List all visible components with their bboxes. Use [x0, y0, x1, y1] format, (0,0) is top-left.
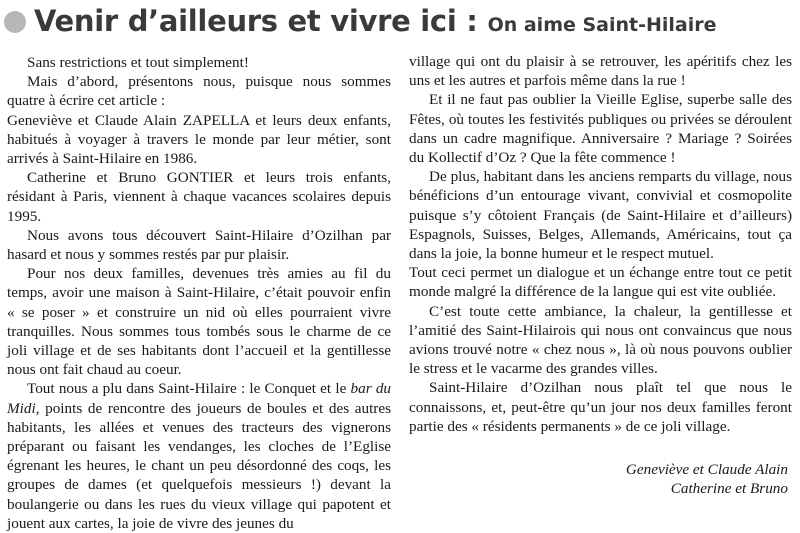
- bullet-circle-icon: [4, 11, 26, 33]
- paragraph: Catherine et Bruno GONTIER et leurs trois enfants, résidant à Paris, viennent à chaque vacances scolaires depuis 1995.: [7, 169, 391, 225]
- italic-place-name: bar du Midi: [7, 380, 392, 417]
- paragraph: De plus, habitant dans les anciens remparts du village, nous bénéficions d’un entourage vivant, convivial et cosmopolite puisque s’y côtoient Français (de Saint-Hilaire et d’ailleurs) Espagnols, Suisses, Belges, Allemands, Américains, tout ça dans la joie, la bonne humeur et le respect mutuel.: [409, 168, 792, 263]
- left-column: [7, 53, 391, 533]
- paragraph: Et il ne faut pas oublier la Vieille Eglise, superbe salle des Fêtes, où toutes les festivités publiques ou privées se déroulent dans un cadre magnifique. Anniversaire ? Mariage ? Soirées du Kollectif d’Oz ? Que la fête commence !: [409, 91, 792, 167]
- paragraph: village qui ont du plaisir à se retrouver, les apéritifs chez les uns et les autres et parfois même dans la rue !: [409, 53, 792, 90]
- paragraph: Nous avons tous découvert Saint-Hilaire d’Ozilhan par hasard et nous y sommes restés par pur plaisir.: [7, 226, 391, 264]
- paragraph: Pour nos deux familles, devenues très amies au fil du temps, avoir une maison à Saint-Hilaire, c’était pouvoir enfin « se poser » et construire un nid où elles pourraient vivre tranquilles. Nous sommes tous tombés sous le charme de ce joli village et de ses habitants dont l’accueil et la gentillesse nous ont fait chaud au coeur.: [7, 265, 391, 379]
- paragraph: Mais d’abord, présentons nous, puisque nous sommes quatre à écrire cet article :: [7, 73, 391, 110]
- signature: [626, 460, 788, 498]
- paragraph: [7, 379, 391, 533]
- right-column: [409, 52, 792, 436]
- paragraph: Geneviève et Claude Alain ZAPELLA et leurs deux enfants, habitués à voyager à travers le monde par leur métier, sont arrivés à Saint-Hilaire en 1986.: [7, 111, 391, 168]
- article-header: [4, 4, 717, 40]
- signature-line: Catherine et Bruno: [670, 480, 788, 497]
- paragraph-text: , points de rencontre des joueurs de boules et des autres habitants, les allées et venues des tracteurs des vignerons préparant ou faisant les vendanges, les cloches de l’Eglise égrenant les heures, le chant un peu désordonné des coqs, les groupes de dames (et quelquefois messieurs !) devant la boulangerie ou dans les rues du vieux village qui papotent et jouent aux cartes, la joie de vivre des jeunes du: [7, 399, 391, 532]
- paragraph: Tout ceci permet un dialogue et un échange entre tout ce petit monde malgré la différence de la langue qui est vite oubliée.: [409, 264, 792, 301]
- paragraph-text: Tout nous a plu dans Saint-Hilaire : le Conquet et le: [27, 380, 351, 398]
- signature-line: Geneviève et Claude Alain: [625, 461, 788, 478]
- paragraph: Saint-Hilaire d’Ozilhan nous plaît tel que nous le connaissons, et, peut-être qu’un jour nos deux familles feront partie des « résidents permanents » de ce joli village.: [409, 379, 792, 435]
- paragraph: C’est toute cette ambiance, la chaleur, la gentillesse et l’amitié des Saint-Hilairois qui nous ont convaincus que nous avions trouvé notre « chez nous », là où nous pouvons oublier le stress et le vacarme des grandes villes.: [409, 302, 792, 378]
- article-title: Venir d’ailleurs et vivre ici :: [34, 4, 478, 38]
- paragraph: Sans restrictions et tout simplement!: [27, 54, 249, 71]
- article-subtitle: On aime Saint-Hilaire: [487, 14, 717, 36]
